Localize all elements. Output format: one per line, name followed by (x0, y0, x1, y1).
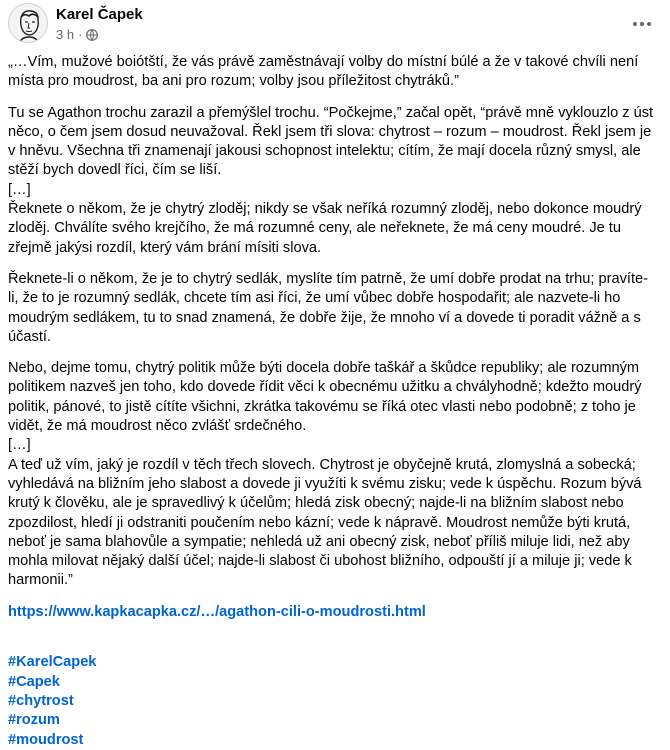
author-name[interactable]: Karel Čapek (56, 6, 143, 23)
hashtag-list (8, 634, 658, 750)
paragraph-3: Řeknete-li o někom, že je to chytrý sedlák, myslíte tím patrně, že umí dobře prodat na trhu; pravíte-li, že to je rozumný sedlák, chcete tím asi říci, že umí vůbec dobře hospodařit; ale nazvete-li ho moudrým sedlákem, tu to snad znamená, že dobře žije, že mnoho ví a dovede ti poradit vážně a s účastí. (8, 270, 648, 345)
post-header (0, 0, 670, 48)
post-body (8, 53, 658, 750)
hashtag-moudrost[interactable]: #moudrost (8, 731, 84, 748)
more-options-button[interactable] (628, 10, 656, 38)
paragraph-1: „…Vím, mužové boiótští, že vás právě zaměstnávají volby do místní búlé a že v takové chvíli není místa pro moudrost, ba ani pro rozum; volby jsou příležitost chytráků.” (8, 54, 639, 90)
hashtag-chytrost[interactable]: #chytrost (8, 692, 74, 709)
hashtag-rozum[interactable]: #rozum (8, 712, 60, 729)
more-options-icon (633, 22, 637, 26)
author-avatar[interactable] (8, 3, 48, 43)
paragraph-4: Nebo, dejme tomu, chytrý politik může býti docela dobře taškář a škůdce republiky; ale rozumným politikem nazveš jen toho, kdo dovede řídit věci k obecnému užitku a chvályhodně; kdežto moudrý politik, pánové, to jistě cítíte všichni, zkrátka takovému se říká otec vlasti nebo podobně; z toho je vidět, že má moudrost něco zvlášť srdečného. […] A teď už vím, jaký je rozdíl v těch třech slovech. Chytrost je obyčejně krutá, zlomyslná a sobecká; vyhledává na bližním jeho slabost a dovede ji využíti k svému zisku; vede k úspěchu. Rozum bývá krutý k člověku, ale je spravedlivý k účelům; hledá zisk obecný; najde-li na bližním slabost nebo zpozdilost, hledí ji odstraniti poučením nebo kázní; vede k nápravě. Moudrost nemůže býti krutá, neboť je sama blahovůle a sympatie; nehledá už ani obecný zisk, neboť příliš miluje lidi, než aby mohla milovat nějaký další účel; najde-li slabost či ubohost bližního, odpouští jí a miluje ji; vede k harmonii.” (8, 360, 642, 589)
globe-icon (86, 29, 98, 41)
post-time[interactable]: 3 h (56, 27, 75, 42)
hashtag-capek[interactable]: #Capek (8, 673, 60, 690)
meta-separator: · (78, 27, 83, 42)
paragraph-2: Tu se Agathon trochu zarazil a přemýšlel trochu. “Počkejme,” začal opět, “právě mně vyklouzlo z úst něco, o čem jsem dosud neuvažoval. Řekl jsem tři slova: chytrost – rozum – moudrost. Řekl jsem je v hněvu. Všechna tři znamenají jakousi schopnost intelektu; cítím, že mají docela různý smysl, ale stěží bych dovedl říci, čím se liší. […] Řeknete o někom, že je chytrý zloděj; nikdy se však neříká rozumný zloděj, nebo dokonce moudrý zloděj. Chválíte svého krejčího, že má rozumné ceny, ale neřeknete, že má ceny moudré. Je tu zřejmě jakýsi rozdíl, který vám brání mísiti slova. (8, 104, 654, 256)
hashtag-karelcapek[interactable]: #KarelCapek (8, 654, 97, 671)
article-link[interactable]: https://www.kapkacapka.cz/…/agathon-cili-o-moudrosti.html (8, 603, 426, 620)
portrait-sketch-icon (9, 4, 48, 43)
post-meta (56, 27, 98, 42)
